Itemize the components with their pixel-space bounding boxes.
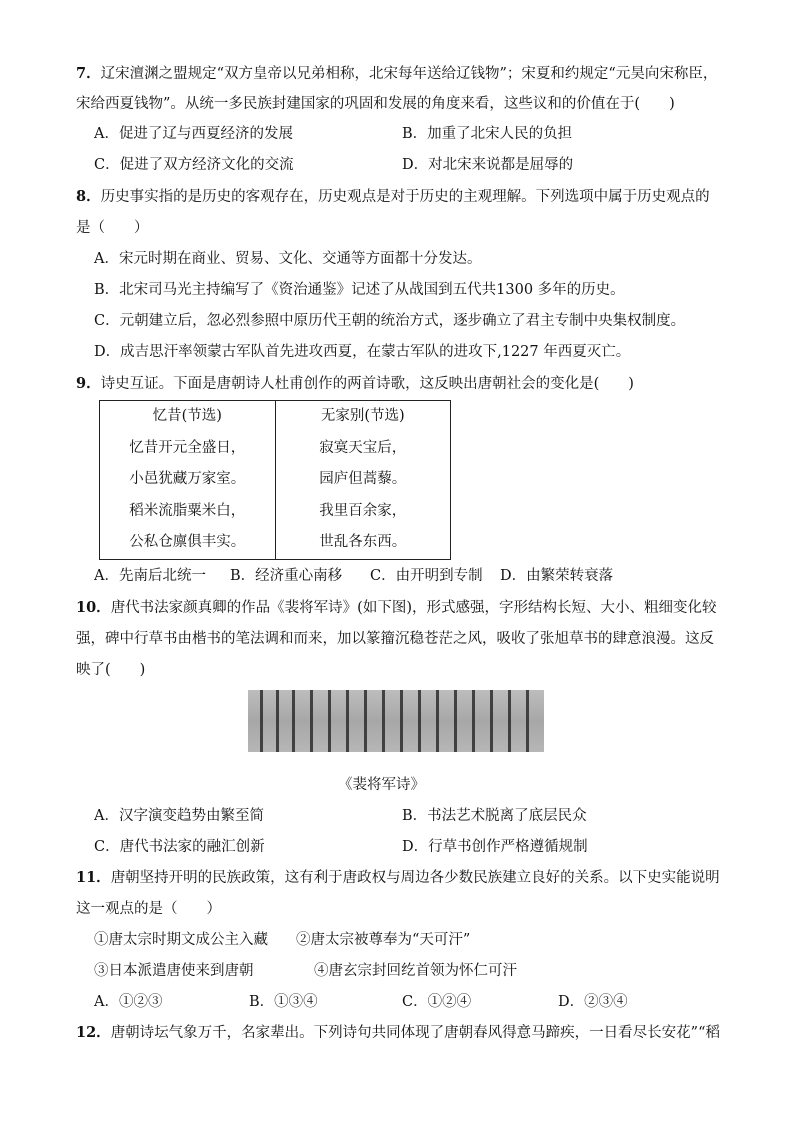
q9-option-b[interactable]: B．经济重心南移 <box>230 568 343 584</box>
q10-option-d[interactable]: D．行草书创作严格遵循规制 <box>402 839 588 855</box>
q9-stem: 9．诗史互证。下面是唐朝诗人杜甫创作的两首诗歌，这反映出唐朝社会的变化是( ) <box>76 375 634 392</box>
poem-left-line: 忆昔开元全盛日， <box>129 439 246 456</box>
question-number: 8． <box>76 188 101 205</box>
q9-option-a[interactable]: A．先南后北统一 <box>94 568 206 584</box>
question-number: 12． <box>76 1024 111 1041</box>
q7-option-b[interactable]: B．加重了北宋人民的负担 <box>402 126 573 142</box>
q8-stem-line1: 8．历史事实指的是历史的客观存在，历史观点是对于历史的主观理解。下列选项中属于历史观点的 <box>76 188 710 205</box>
q8-option-b[interactable]: B．北宋司马光主持编写了《资治通鉴》记述了从战国到五代共1300 多年的历史。 <box>94 282 625 298</box>
poem-right-line: 我里百余家， <box>319 502 407 519</box>
poem-left-title: 忆昔(节选) <box>152 408 222 424</box>
poem-right <box>275 401 451 560</box>
poem-right-line: 寂寞天宝后， <box>319 439 407 456</box>
q10-stem-line3: 映了( ) <box>76 662 146 678</box>
q11-option-d[interactable]: D．②③④ <box>558 994 628 1010</box>
question-number: 10． <box>76 599 111 616</box>
poem-right-line: 园庐但蒿藜。 <box>319 471 407 487</box>
poem-left-line: 公私仓廪俱丰实。 <box>129 534 246 550</box>
q7-option-d[interactable]: D．对北宋来说都是屈辱的 <box>402 157 574 173</box>
q11-stem-line1: 11．唐朝坚持开明的民族政策，这有利于唐政权与周边各少数民族建立良好的关系。以下史实能说明 <box>76 869 720 886</box>
q10-stem-line2: 强，碑中行草书由楷书的笔法调和而来，加以篆籀沉稳苍茫之风，吸收了张旭草书的肆意浪漫。这反 <box>76 631 714 647</box>
q7-option-c[interactable]: C．促进了双方经济文化的交流 <box>94 157 294 173</box>
q11-item-3: ③日本派遣唐使来到唐朝 <box>94 963 254 979</box>
poem-table <box>99 400 451 560</box>
q11-item-1: ①唐太宗时期文成公主入藏 <box>94 932 268 948</box>
q8-option-a[interactable]: A．宋元时期在商业、贸易、文化、交通等方面都十分发达。 <box>94 251 482 267</box>
question-number: 9． <box>76 375 101 392</box>
q12-stem-line1: 12．唐朝诗坛气象万千，名家辈出。下列诗句共同体现了唐朝春风得意马蹄疾，一日看尽长安花”“稻 <box>76 1024 721 1041</box>
poem-left-line: 稻米流脂粟米白， <box>129 502 246 519</box>
q11-option-c[interactable]: C．①②④ <box>402 994 472 1010</box>
q11-option-a[interactable]: A．①②③ <box>94 994 163 1010</box>
q11-option-b[interactable]: B．①③④ <box>249 994 318 1010</box>
q10-option-b[interactable]: B．书法艺术脱离了底层民众 <box>402 808 587 824</box>
calligraphy-caption: 《裴将军诗》 <box>338 777 425 793</box>
q7-stem-line2: 宋给西夏钱物”。从统一多民族封建国家的巩固和发展的角度来看，这些议和的价值在于( ) <box>76 96 675 112</box>
q9-option-d[interactable]: D．由繁荣转衰落 <box>500 568 614 584</box>
poem-right-line: 世乱各东西。 <box>319 534 407 550</box>
q10-option-a[interactable]: A．汉字演变趋势由繁至简 <box>94 808 264 824</box>
q11-item-4: ④唐玄宗封回纥首领为怀仁可汗 <box>314 963 517 979</box>
calligraphy-image <box>248 690 544 752</box>
q7-option-a[interactable]: A．促进了辽与西夏经济的发展 <box>94 126 293 142</box>
question-number: 11． <box>76 869 111 886</box>
q11-item-2: ②唐太宗被尊奉为“天可汗” <box>296 932 471 948</box>
q10-option-c[interactable]: C．唐代书法家的融汇创新 <box>94 839 265 855</box>
q11-stem-line2: 这一观点的是（ ） <box>76 901 221 917</box>
q9-option-c[interactable]: C．由开明到专制 <box>370 568 483 584</box>
q8-stem-line2: 是（ ） <box>76 220 149 236</box>
q8-option-c[interactable]: C．元朝建立后，忽必烈参照中原历代王朝的统治方式，逐步确立了君主专制中央集权制度。 <box>94 313 686 329</box>
poem-left-line: 小邑犹藏万家室。 <box>129 471 246 487</box>
q7-stem-line1: 7．辽宋澶渊之盟规定“双方皇帝以兄弟相称，北宋每年送给辽钱物”；宋夏和约规定“元昊向宋称臣， <box>76 65 718 82</box>
q10-stem-line1: 10．唐代书法家颜真卿的作品《裴将军诗》(如下图)，形式感强，字形结构长短、大小、粗细变化较 <box>76 599 717 616</box>
poem-left <box>100 401 276 560</box>
question-number: 7． <box>76 65 101 82</box>
q8-option-d[interactable]: D．成吉思汗率领蒙古军队首先进攻西夏，在蒙古军队的进攻下,1227 年西夏灭亡。 <box>94 344 631 360</box>
poem-right-title: 无家别(节选) <box>320 408 405 424</box>
